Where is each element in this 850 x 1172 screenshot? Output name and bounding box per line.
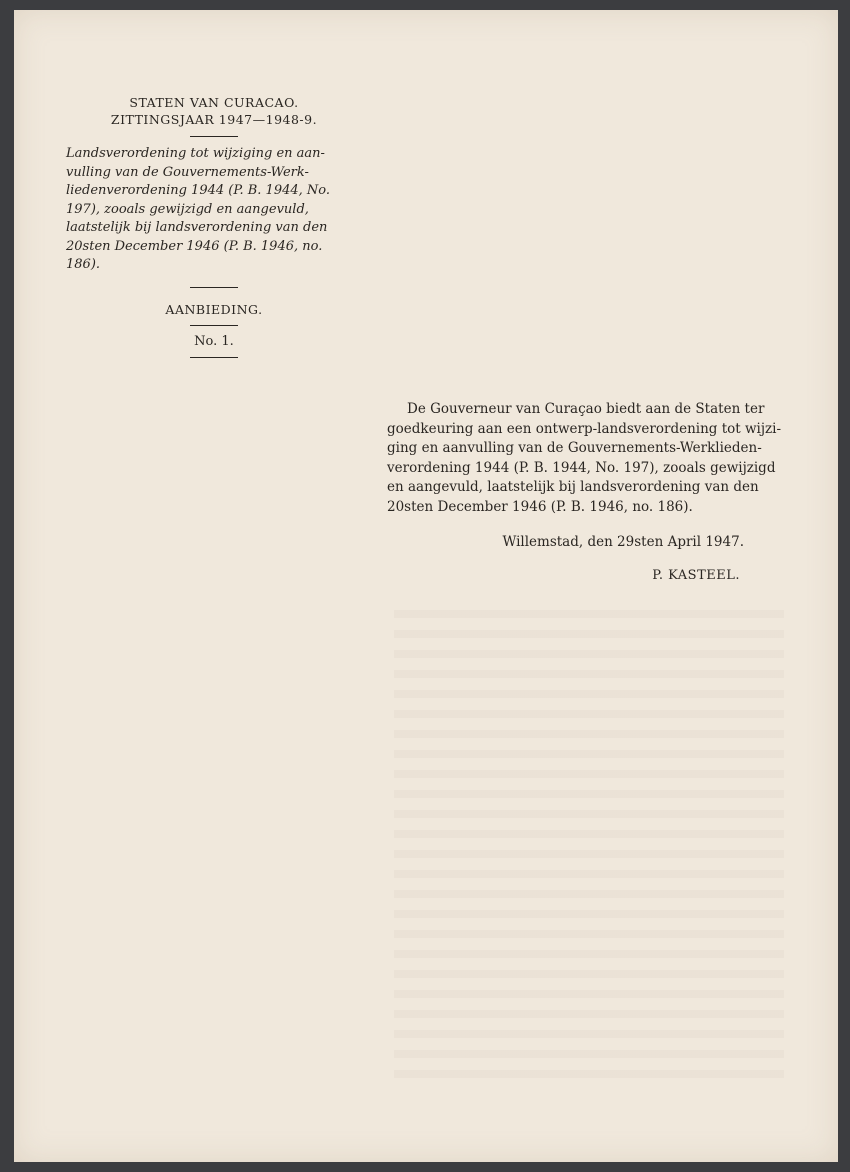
signature: P. KASTEEL. <box>652 568 740 583</box>
show-through-texture <box>394 610 784 1090</box>
divider-rule <box>190 287 238 288</box>
left-column <box>66 94 362 366</box>
body-paragraph: De Gouverneur van Curaçao biedt aan de Staten ter goedkeuring aan een ontwerp-landsverordening tot wijzi- ging en aanvulling van de Gouvernements-Werklieden- verordening 1944 (P. B. 1944, No. 197), zooals gewijzigd en aangevuld, laatstelijk bij landsverordening van den 20sten December 1946 (P. B. 1946, no. 186). <box>387 401 782 515</box>
place-date: Willemstad, den 29sten April 1947. <box>502 534 744 550</box>
right-column <box>387 400 782 583</box>
divider-rule <box>190 136 238 137</box>
document-page <box>14 10 838 1162</box>
header-zittingsjaar: ZITTINGSJAAR 1947—1948-9. <box>110 112 318 127</box>
header-staten: STATEN VAN CURACAO. <box>129 95 299 110</box>
number-label: No. 1. <box>194 333 234 349</box>
section-label: AANBIEDING. <box>165 301 263 317</box>
divider-rule <box>190 325 238 326</box>
divider-rule <box>190 357 238 358</box>
ordinance-title: Landsverordening tot wijziging en aan- vulling van de Gouvernements-Werk- liedenverordening 1944 (P. B. 1944, No. 197), zooals gewijzigd en aangevuld, laatstelijk bij landsverordening van den 20sten December 1946 (P. B. 1946, no. 186). <box>66 146 330 272</box>
